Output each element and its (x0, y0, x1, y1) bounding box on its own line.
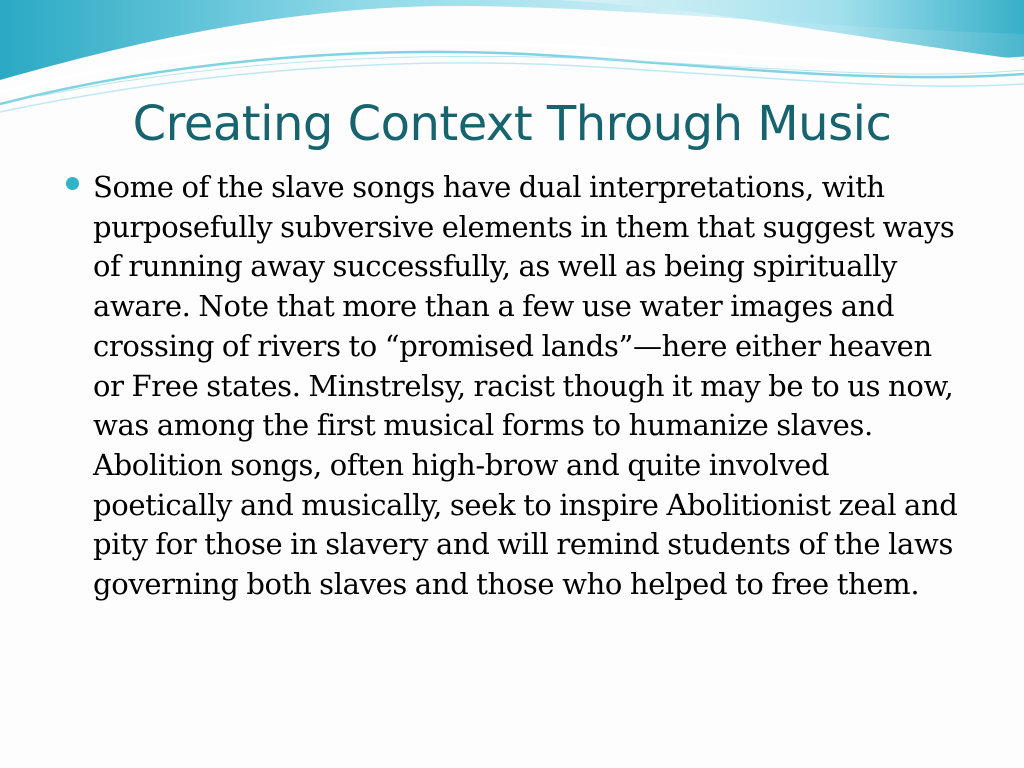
bullet-text: Some of the slave songs have dual interpretations, with purposefully subversive elements in them that suggest ways of running away successfully, as well as being spiritually aware. Note that more than a few use water images and crossing of rivers to “promised lands”—here either heaven or Free states. Minstrelsy, racist though it may be to us now, was among the first musical forms to humanize slaves. Abolition songs, often high-brow and quite involved poetically and musically, seek to inspire Abolitionist zeal and pity for those in slavery and will remind students of the laws governing both slaves and those who helped to free them. (93, 170, 958, 602)
slide-title: Creating Context Through Music (132, 96, 892, 152)
bullet-dot-icon (66, 177, 79, 190)
